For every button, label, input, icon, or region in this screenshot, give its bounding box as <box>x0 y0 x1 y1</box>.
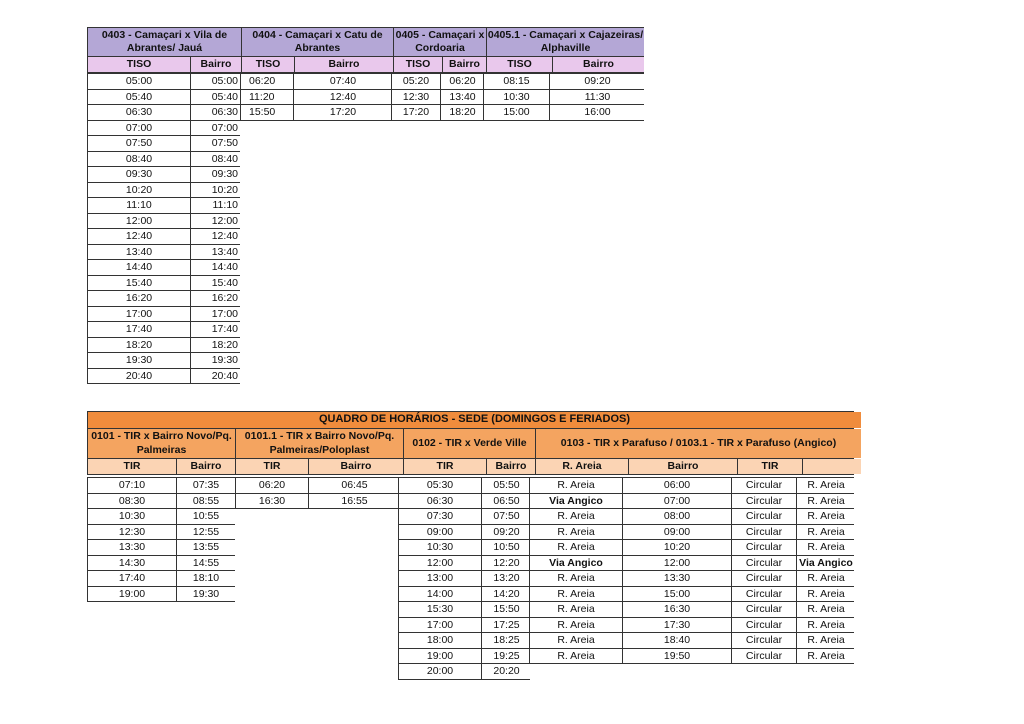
time-cell: 06:30 <box>191 105 241 120</box>
time-cell: Circular <box>732 494 796 509</box>
time-cell: 09:30 <box>191 167 241 182</box>
time-cell: 05:40 <box>88 90 190 105</box>
time-cell: 12:00 <box>191 214 241 229</box>
time-cell: 10:20 <box>623 540 731 555</box>
time-cell: 06:30 <box>88 105 190 120</box>
time-cell: 13:40 <box>441 90 484 105</box>
column-header: Bairro <box>443 57 486 72</box>
time-cell: R. Areia <box>797 509 855 524</box>
route-0101-times <box>87 477 235 602</box>
time-cell: 06:45 <box>309 478 400 493</box>
time-cell: 12:00 <box>399 556 481 571</box>
route-04051-times <box>483 73 644 121</box>
time-cell: 10:20 <box>191 183 241 198</box>
time-cell: 18:20 <box>88 338 190 353</box>
time-cell: 07:50 <box>191 136 241 151</box>
time-cell: Via Angico <box>530 556 622 571</box>
time-cell: 15:30 <box>399 602 481 617</box>
time-cell: 15:00 <box>484 105 549 120</box>
column-header: Bairro <box>191 57 241 72</box>
time-cell: 08:55 <box>177 494 235 509</box>
time-cell: R. Areia <box>797 478 855 493</box>
time-cell: 07:00 <box>191 121 241 136</box>
column-header: Bairro <box>553 57 644 72</box>
time-cell: 18:10 <box>177 571 235 586</box>
column-header: TISO <box>487 57 552 72</box>
time-cell: 17:40 <box>88 571 176 586</box>
bottom-schedule-header <box>87 411 854 475</box>
time-cell: 09:30 <box>88 167 190 182</box>
time-cell: 16:30 <box>623 602 731 617</box>
time-cell: 15:50 <box>482 602 531 617</box>
time-cell: 07:40 <box>294 74 392 89</box>
time-cell: 17:20 <box>294 105 392 120</box>
time-cell: 10:30 <box>484 90 549 105</box>
time-cell: 12:40 <box>191 229 241 244</box>
time-cell: 12:40 <box>88 229 190 244</box>
time-cell: 19:30 <box>191 353 241 368</box>
time-cell: R. Areia <box>797 649 855 664</box>
time-cell: R. Areia <box>797 540 855 555</box>
time-cell: 07:35 <box>177 478 235 493</box>
time-cell: 09:00 <box>623 525 731 540</box>
time-cell: 07:50 <box>482 509 531 524</box>
time-cell: Via Angico <box>797 556 855 571</box>
time-cell: 06:00 <box>623 478 731 493</box>
time-cell: 18:00 <box>399 633 481 648</box>
column-header: TIR <box>236 459 308 474</box>
column-header: TIR <box>404 459 486 474</box>
time-cell: 16:55 <box>309 494 400 509</box>
time-cell: Circular <box>732 571 796 586</box>
time-cell: 05:00 <box>88 74 190 89</box>
time-cell: 13:40 <box>191 245 241 260</box>
time-cell: Via Angico <box>530 494 622 509</box>
time-cell: 07:10 <box>88 478 176 493</box>
time-cell: 12:00 <box>88 214 190 229</box>
time-cell: R. Areia <box>530 540 622 555</box>
time-cell: 15:40 <box>88 276 190 291</box>
column-header: TIR <box>88 459 176 474</box>
time-cell: Circular <box>732 602 796 617</box>
time-cell: 11:10 <box>88 198 190 213</box>
time-cell: 07:50 <box>88 136 190 151</box>
time-cell: 08:15 <box>484 74 549 89</box>
time-cell: 19:50 <box>623 649 731 664</box>
time-cell: 06:30 <box>399 494 481 509</box>
column-header: TIR <box>738 459 802 474</box>
time-cell: 18:40 <box>623 633 731 648</box>
column-header: TISO <box>242 57 294 72</box>
time-cell: 13:40 <box>88 245 190 260</box>
time-cell: 11:20 <box>241 90 293 105</box>
route-0404-header: 0404 - Camaçari x Catu de Abrantes <box>242 28 393 56</box>
time-cell: 19:00 <box>399 649 481 664</box>
time-cell: Circular <box>732 649 796 664</box>
time-cell: 20:40 <box>191 369 241 384</box>
time-cell: R. Areia <box>530 633 622 648</box>
route-0403-times <box>87 73 240 384</box>
time-cell: 05:40 <box>191 90 241 105</box>
time-cell: 07:00 <box>623 494 731 509</box>
time-cell: 10:55 <box>177 509 235 524</box>
time-cell: R. Areia <box>530 618 622 633</box>
route-01011-times <box>235 477 399 509</box>
time-cell: R. Areia <box>797 587 855 602</box>
time-cell: 18:20 <box>441 105 484 120</box>
time-cell: 17:30 <box>623 618 731 633</box>
route-0405-header: 0405 - Camaçari x Cordoaria <box>395 28 485 54</box>
time-cell: R. Areia <box>530 571 622 586</box>
column-header: TISO <box>394 57 442 72</box>
time-cell: Circular <box>732 478 796 493</box>
time-cell: Circular <box>732 525 796 540</box>
time-cell: 12:40 <box>294 90 392 105</box>
column-header: Bairro <box>309 459 403 474</box>
time-cell: 06:20 <box>441 74 484 89</box>
time-cell: 19:25 <box>482 649 531 664</box>
time-cell: Circular <box>732 540 796 555</box>
time-cell: 17:00 <box>191 307 241 322</box>
time-cell: R. Areia <box>797 494 855 509</box>
time-cell: 11:30 <box>550 90 645 105</box>
time-cell: 14:40 <box>191 260 241 275</box>
time-cell: 16:00 <box>550 105 645 120</box>
time-cell: 12:30 <box>88 525 176 540</box>
time-cell: R. Areia <box>530 649 622 664</box>
time-cell: 08:40 <box>88 152 190 167</box>
time-cell: 09:00 <box>399 525 481 540</box>
route-01011-header: 0101.1 - TIR x Bairro Novo/Pq. Palmeiras/Poloplast <box>236 429 403 458</box>
time-cell: Circular <box>732 587 796 602</box>
time-cell: 05:00 <box>191 74 241 89</box>
route-0404-times <box>240 73 391 121</box>
time-cell: 12:30 <box>392 90 440 105</box>
time-cell: 20:20 <box>482 664 531 679</box>
time-cell: 17:40 <box>191 322 241 337</box>
time-cell: R. Areia <box>530 602 622 617</box>
time-cell: 08:00 <box>623 509 731 524</box>
time-cell: 10:30 <box>88 509 176 524</box>
time-cell: 19:00 <box>88 587 176 602</box>
time-cell: 20:40 <box>88 369 190 384</box>
route-0103-header: 0103 - TIR x Parafuso / 0103.1 - TIR x Parafuso (Angico) <box>536 429 861 458</box>
time-cell: 18:25 <box>482 633 531 648</box>
time-cell: 19:30 <box>88 353 190 368</box>
time-cell: 13:55 <box>177 540 235 555</box>
time-cell: 16:20 <box>88 291 190 306</box>
time-cell: 11:10 <box>191 198 241 213</box>
time-cell: 17:00 <box>399 618 481 633</box>
time-cell: 20:00 <box>399 664 481 679</box>
time-cell: 06:20 <box>241 74 293 89</box>
time-cell: 07:30 <box>399 509 481 524</box>
time-cell: R. Areia <box>797 525 855 540</box>
time-cell: 15:50 <box>241 105 293 120</box>
route-0103-times <box>529 477 854 664</box>
time-cell: R. Areia <box>797 571 855 586</box>
route-0403-header: 0403 - Camaçari x Vila de Abrantes/ Jauá <box>88 28 241 56</box>
column-header: Bairro <box>177 459 235 474</box>
top-schedule-header <box>87 27 644 73</box>
route-0102-times <box>398 477 530 680</box>
time-cell: 10:50 <box>482 540 531 555</box>
time-cell: 06:20 <box>236 478 308 493</box>
time-cell: R. Areia <box>530 478 622 493</box>
route-0102-header: 0102 - TIR x Verde Ville <box>404 429 535 458</box>
column-header: Bairro <box>629 459 737 474</box>
time-cell: 17:20 <box>392 105 440 120</box>
column-header <box>803 459 861 474</box>
time-cell: 13:20 <box>482 571 531 586</box>
time-cell: 13:00 <box>399 571 481 586</box>
time-cell: 06:50 <box>482 494 531 509</box>
time-cell: R. Areia <box>797 618 855 633</box>
time-cell: 12:20 <box>482 556 531 571</box>
time-cell: 17:25 <box>482 618 531 633</box>
time-cell: 14:00 <box>399 587 481 602</box>
schedule-title: QUADRO DE HORÁRIOS - SEDE (DOMINGOS E FERIADOS) <box>88 412 861 428</box>
time-cell: 17:40 <box>88 322 190 337</box>
time-cell: 05:30 <box>399 478 481 493</box>
time-cell: 09:20 <box>550 74 645 89</box>
time-cell: Circular <box>732 633 796 648</box>
time-cell: 16:30 <box>236 494 308 509</box>
time-cell: 08:40 <box>191 152 241 167</box>
time-cell: 13:30 <box>623 571 731 586</box>
time-cell: Circular <box>732 556 796 571</box>
time-cell: R. Areia <box>530 509 622 524</box>
time-cell: 15:40 <box>191 276 241 291</box>
time-cell: 05:50 <box>482 478 531 493</box>
time-cell: 14:40 <box>88 260 190 275</box>
time-cell: R. Areia <box>530 525 622 540</box>
time-cell: 10:30 <box>399 540 481 555</box>
time-cell: 14:55 <box>177 556 235 571</box>
time-cell: 14:30 <box>88 556 176 571</box>
time-cell: 14:20 <box>482 587 531 602</box>
time-cell: Circular <box>732 618 796 633</box>
time-cell: 19:30 <box>177 587 235 602</box>
column-header: Bairro <box>295 57 393 72</box>
route-0101-header: 0101 - TIR x Bairro Novo/Pq. Palmeiras <box>88 429 235 458</box>
time-cell: Circular <box>732 509 796 524</box>
route-04051-header: 0405.1 - Camaçari x Cajazeiras/ Alphaville <box>487 28 644 54</box>
time-cell: R. Areia <box>797 602 855 617</box>
time-cell: 05:20 <box>392 74 440 89</box>
time-cell: 08:30 <box>88 494 176 509</box>
time-cell: 15:00 <box>623 587 731 602</box>
time-cell: 10:20 <box>88 183 190 198</box>
column-header: Bairro <box>487 459 535 474</box>
column-header: TISO <box>88 57 190 72</box>
time-cell: R. Areia <box>797 633 855 648</box>
time-cell: 09:20 <box>482 525 531 540</box>
time-cell: 18:20 <box>191 338 241 353</box>
route-0405-times <box>391 73 483 121</box>
time-cell: 17:00 <box>88 307 190 322</box>
time-cell: 16:20 <box>191 291 241 306</box>
time-cell: 07:00 <box>88 121 190 136</box>
column-header: R. Areia <box>536 459 628 474</box>
time-cell: R. Areia <box>530 587 622 602</box>
time-cell: 12:00 <box>623 556 731 571</box>
time-cell: 12:55 <box>177 525 235 540</box>
time-cell: 13:30 <box>88 540 176 555</box>
